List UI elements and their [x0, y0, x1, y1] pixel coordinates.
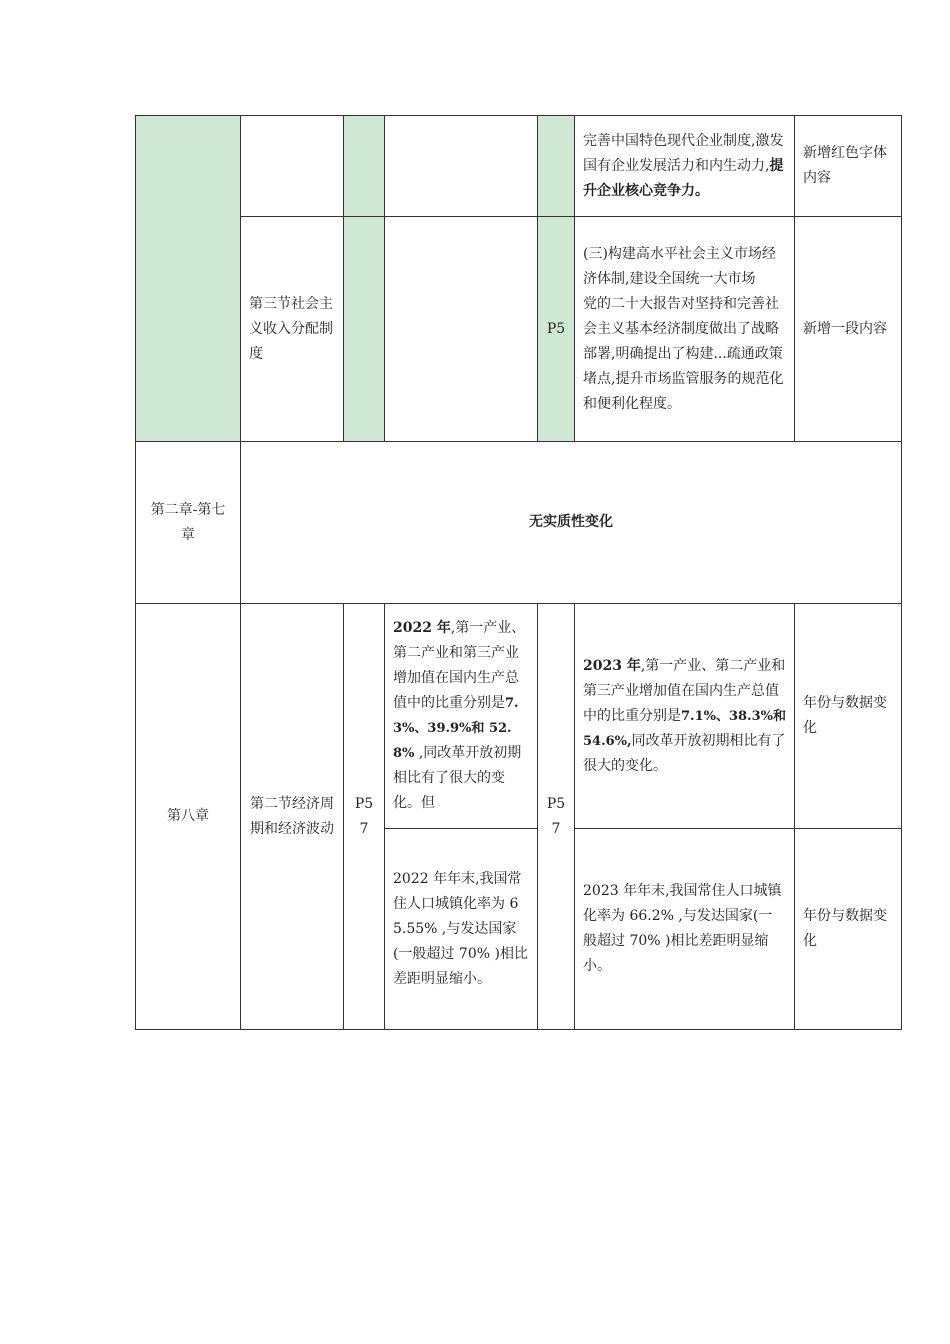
- note-cell: 新增一段内容: [795, 217, 902, 442]
- new-content-cell: (三)构建高水平社会主义市场经济体制,建设全国统一大市场 党的二十大报告对坚持和完善社会主义基本经济制度做出了战略部署,明确提出了构建...疏通政策堵点,提升市场监管服务的规范化和便利化程度。: [575, 217, 795, 442]
- new-page-cell: P57: [538, 604, 575, 1030]
- new-text-tail: 同改革开放初期相比有了很大的变化。: [583, 732, 786, 774]
- section-title-cell: 第三节社会主义收入分配制度: [241, 217, 344, 442]
- new-figures: 7.1%、38.3%和 54.6%,: [583, 708, 786, 749]
- new-page-cell: [538, 116, 575, 217]
- new-text: ,第一产业、第二产业和第三产业增加值在国内生产总值中的比重分别是: [583, 657, 786, 724]
- old-content-cell: 2022 年年末,我国常住人口城镇化率为 65.55% ,与发达国家(一般超过 70% )相比差距明显缩小。: [385, 829, 538, 1030]
- old-text: ,第一产业、第二产业和第三产业增加值在国内生产总值中的比重分别是: [393, 620, 526, 711]
- section-cell-empty: [241, 116, 344, 217]
- section-title-cell: 第二节经济周期和经济波动: [241, 604, 344, 1030]
- new-page-cell: P5: [538, 217, 575, 442]
- old-page-cell: P57: [344, 604, 385, 1030]
- note-cell: 年份与数据变化: [795, 829, 902, 1030]
- old-figures: 7.3%、39.9%和 52.8%: [393, 696, 519, 761]
- chapter-cell: 第八章: [136, 604, 241, 1030]
- old-content-cell-empty: [385, 116, 538, 217]
- summary-cell: 无实质性变化: [241, 442, 902, 604]
- new-content-cell: 2023 年年末,我国常住人口城镇化率为 66.2% ,与发达国家(一般超过 70% )相比差距明显缩小。: [575, 829, 795, 1030]
- chapter-cell: 第二章-第七章: [136, 442, 241, 604]
- old-page-cell: [344, 217, 385, 442]
- comparison-table: [135, 115, 902, 1030]
- note-cell: 新增红色字体内容: [795, 116, 902, 217]
- new-content-text: 完善中国特色现代企业制度,激发国有企业发展活力和内生动力,: [583, 132, 784, 174]
- new-content-cell: [575, 604, 795, 829]
- table-row: [136, 116, 902, 217]
- note-cell: 年份与数据变化: [795, 604, 902, 829]
- table-row: [136, 217, 902, 442]
- old-content-cell-empty: [385, 217, 538, 442]
- old-page-cell: [344, 116, 385, 217]
- new-content-cell: [575, 116, 795, 217]
- old-year: 2022 年: [393, 620, 451, 636]
- table-row: [136, 604, 902, 829]
- new-year: 2023 年: [583, 657, 641, 674]
- chapter-cell-green: [136, 116, 241, 442]
- new-content-highlight: 提升企业核心竞争力。: [583, 157, 784, 199]
- table-row: [136, 442, 902, 604]
- old-content-cell: [385, 604, 538, 829]
- old-text-tail: ,同改革开放初期相比有了很大的变化。但: [393, 745, 522, 811]
